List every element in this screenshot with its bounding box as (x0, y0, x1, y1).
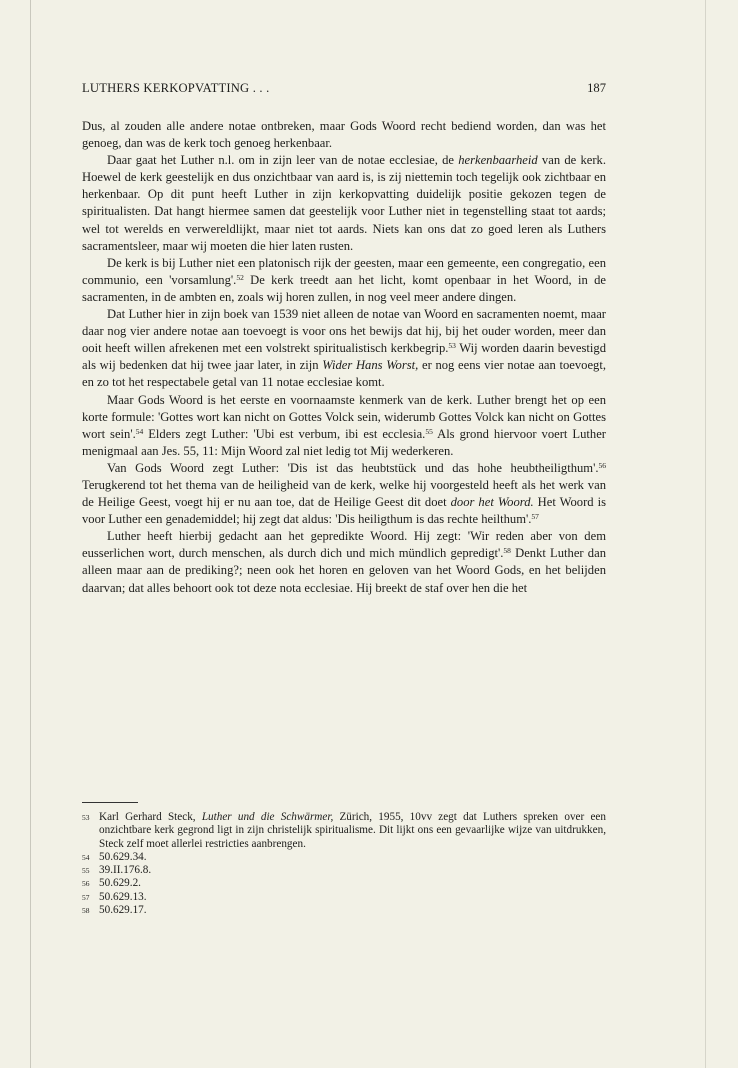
page-number: 187 (587, 81, 606, 95)
footnote-number: 58 (82, 906, 90, 916)
footnote-ref-53: 53 (448, 341, 456, 351)
paragraph-4 (82, 306, 606, 391)
paragraph-2-text-a: Daar gaat het Luther n.l. om in zijn leer van de notae ecclesiae, de (107, 153, 459, 168)
footnote-number: 55 (82, 866, 90, 876)
footnote-text: 50.629.34. (99, 850, 147, 863)
paragraph-4-text-a: Dat Luther hier in zijn boek van 1539 niet alleen de notae van Woord en sacramenten noemt, maar daar nog vier andere notae aan toevoegt is voor ons het bewijs dat hij, bij het ouder worden, meer dan ooit heeft willen afrekenen met een volstrekt spiritualistisch kerkbegrip. (82, 307, 606, 356)
paragraph-3-text-a: De kerk is bij Luther niet een platonisch rijk der geesten, maar een gemeente, een congregatio, een communio, een 'vorsamlung'. (82, 255, 606, 287)
footnote-text-b: Zürich, 1955, 10vv zegt dat Luthers spreken over een onzichtbare kerk gegrond ligt in zijn christelijk spiritualisme. Dit lijkt ons een gevaarlijke wijze van uitdrukken, Steck zelf moet allerlei restricties aanbrengen. (99, 811, 606, 850)
paragraph-3 (82, 255, 606, 306)
footnote-text-a: Karl Gerhard Steck, (99, 811, 202, 823)
paragraph-4-text-b: Wij worden daarin bevestigd als wij bedenken dat hij twee jaar later, in zijn (82, 341, 607, 373)
page-header (82, 81, 606, 101)
scan-edge-right (705, 0, 706, 1068)
paragraph-2 (82, 152, 606, 255)
footnote-text: 50.629.2. (99, 877, 141, 890)
footnote-ref-54: 54 (135, 426, 144, 436)
footnotes (82, 811, 606, 917)
paragraph-7-text-b: Denkt Luther dan alleen maar aan de prediking?; neen ook het horen en geloven van het Woord Gods, en het belijden daarvan; dat alles behoort ook tot deze nota ecclesiae. Hij breekt de staf over hen die het (82, 546, 606, 595)
paragraph-5-text-c: Als grond hiervoor voert Luther menigmaal aan Jes. 55, 11: Mijn Woord zal niet ledig tot Mij wederkeren. (82, 426, 606, 458)
footnote-text: 39.II.176.8. (99, 864, 152, 877)
paragraph-6-text-a: Van Gods Woord zegt Luther: 'Dis ist das heubtstück und das hohe heubtheiligthum'. (107, 460, 599, 475)
scan-edge-left (30, 0, 31, 1068)
body-text (82, 118, 606, 597)
paragraph-6-text-c: Het Woord is voor Luther een genademiddel; hij zegt dat aldus: 'Dis heiligthum is das rechte heilthum'. (82, 495, 606, 527)
footnote-text: 50.629.13. (99, 890, 147, 903)
paragraph-5-text-a: Maar Gods Woord is het eerste en voornaamste kenmerk van de kerk. Luther brengt het op een korte formule: 'Gottes wort kan nicht on Gottes Volck sein, widerumb Gottes Volck kan nicht on Gottes wort sein'. (82, 392, 606, 441)
footnote-53 (82, 811, 606, 851)
footnote-56 (82, 877, 606, 890)
paragraph-5 (82, 392, 606, 460)
paragraph-7-text-a: Luther heeft hierbij gedacht aan het gepredikte Woord. Hij zegt: 'Wir reden aber von dem eusserlichen wort, durch menschen, als durch dich und mich mündlich gepredigt'. (82, 529, 606, 561)
footnote-ref-58: 58 (503, 546, 511, 556)
paragraph-1 (82, 118, 606, 152)
footnote-57 (82, 891, 606, 904)
paragraph-6-text-b: Terugkerend tot het thema van de heiligheid van de kerk, welke hij voorgesteld heeft als het werk van de Heilige Geest, voegt hij er nu aan toe, dat de Heilige Geest dit doet (82, 477, 606, 510)
footnote-ref-56: 56 (598, 460, 606, 470)
footnote-ref-52: 52 (236, 272, 244, 282)
footnote-number: 54 (82, 852, 90, 862)
footnote-title: Luther und die Schwärmer, (201, 811, 334, 823)
footnote-54 (82, 851, 606, 864)
paragraph-3-text-b: De kerk treedt aan het licht, komt openbaar in het Woord, in de sacramenten, in de ambten en, zoals wij horen zullen, in nog veel meer andere dingen. (82, 272, 606, 304)
paragraph-2-text-b: van de kerk. Hoewel de kerk geestelijk en dus onzichtbaar van aard is, is zij niettemin toch tegelijk ook zichtbaar en herkenbaar. Op dit punt heeft Luther in zijn kerkopvatting duidelijk positie gekozen tegen de spiritualisten. Dat hangt hiermee samen dat geestelijk voor Luther niet in tegenstelling staat tot aards; wel tot werelds en verwereldlijkt, maar niet tot aards. Niets kan ons dat zo goed leren als Luthers sacramentsleer, maar wij moeten die hier laten rusten. (82, 153, 606, 253)
footnote-number: 56 (82, 879, 90, 889)
footnote-number: 53 (82, 813, 90, 822)
footnote-58 (82, 904, 606, 917)
footnote-number: 57 (82, 892, 90, 902)
paragraph-1-text: Dus, al zouden alle andere notae ontbreken, maar Gods Woord recht bediend worden, dan was het genoeg, dan was de kerk toch genoeg herkenbaar. (82, 119, 606, 151)
paragraph-4-emphasis: Wider Hans Worst, (322, 358, 419, 373)
footnote-ref-55: 55 (425, 426, 433, 436)
footnote-55 (82, 864, 606, 877)
paragraph-2-emphasis: herkenbaarheid (458, 153, 538, 168)
paragraph-6 (82, 460, 606, 528)
running-head: LUTHERS KERKOPVATTING . . . (82, 81, 270, 95)
footnote-ref-57: 57 (531, 512, 539, 522)
paragraph-6-emphasis: door het Woord. (450, 495, 534, 510)
footnote-text: 50.629.17. (99, 904, 147, 917)
paragraph-5-text-b: Elders zegt Luther: 'Ubi est verbum, ibi est ecclesia. (143, 426, 426, 441)
paragraph-7 (82, 528, 606, 596)
paragraph-4-text-c: er nog eens vier notae aan toevoegt, en zo tot het respectabele getal van 11 notae ecclesiae komt. (82, 358, 606, 390)
footnote-rule (82, 802, 138, 803)
